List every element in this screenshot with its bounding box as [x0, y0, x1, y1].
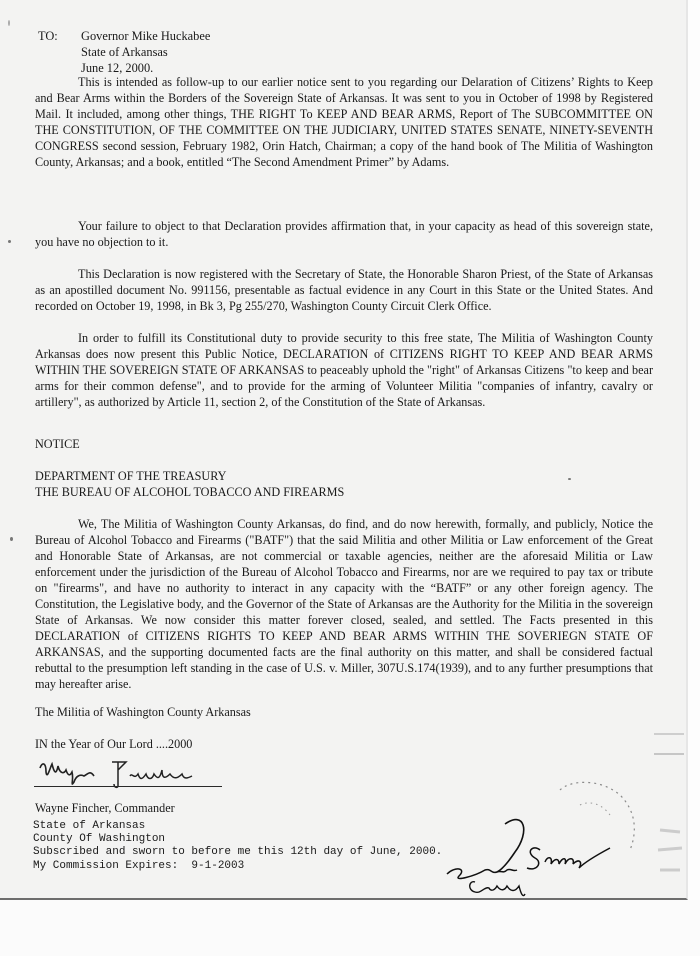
- scan-speck: [568, 478, 571, 480]
- recipient-name: Governor Mike Huckabee: [81, 29, 211, 43]
- closing-year: IN the Year of Our Lord ....2000: [35, 737, 193, 751]
- addressee-bureau: THE BUREAU OF ALCOHOL TOBACCO AND FIREARMS: [35, 485, 345, 499]
- blank-scan-margin: [0, 900, 700, 956]
- notary-block: [33, 820, 442, 873]
- commander-signature: [34, 758, 219, 794]
- recipient-state: State of Arkansas: [81, 44, 168, 59]
- signer-name-title: Wayne Fincher, Commander: [35, 801, 175, 815]
- svg-text:Shawn S. Combs: Shawn S. Combs: [445, 812, 452, 813]
- notice-heading: NOTICE: [35, 437, 80, 451]
- notary-county: County Of Washington: [33, 833, 166, 846]
- signature-line: [34, 786, 222, 787]
- paragraph-notice-batf: We, The Militia of Washington County Arkansas, do find, and do now herewith, formally, and publicly, Notice the Bureau of Alcohol Tobacco and Firearms ("BATF") that the said Militia and other Militia or Law enforcement of the Great and Honorable State of Arkansas, are not commercial or taxable agencies, neither are the aforesaid Militia or Law enforcement under the jurisdiction of the Bureau of Alcohol Tobacco and Firearms, nor are we required to pay tax or tribute on "firearms", and have no authority to interact in any capacity with the “BATF” or any other foreign agency. The Constitution, the Legislative body, and the Governor of the State of Arkansas are the Authority for the Militia in the sovereign State of Arkansas. We now consider this matter forever closed, sealed, and settled. The Facts presented in this DECLARATION of CITIZENS RIGHTS TO KEEP AND BEAR ARMS WITHIN THE SOVERIEGN STATE OF ARKANSAS, and the supporting documented facts are the final authority on this matter, and shall be considered factual rebuttal to the presumption left standing in the case of U.S. v. Miller, 307U.S.174(1939), and to any further presumptions that may hereafter arise.: [35, 517, 653, 691]
- scan-speck: [8, 20, 10, 26]
- addressee-department: DEPARTMENT OF THE TREASURY: [35, 469, 227, 483]
- to-label: TO:: [38, 29, 58, 43]
- closing-organization: The Militia of Washington County Arkansas: [35, 705, 251, 719]
- scan-edge-artifacts: [650, 710, 686, 890]
- paragraph-constitutional-duty: In order to fulfill its Constitutional duty to provide security to this free state, The Militia of Washington County Arkansas does now present this Public Notice, DECLARATION of CITIZENS RIGHT TO KEEP AND BEAR ARMS WITHIN THE SOVEREIGN STATE OF ARKANSAS to peaceably uphold the "right" of Arkansas Citizens "to keep and bear arms for their common defense", and to provide for the arming of Volunteer Militia "companies of infantry, cavalry or artillery", as authorized by Article 11, section 2, of the Constitution of the State of Arkansas.: [35, 331, 653, 409]
- svg-text:Wayne Fincher: Wayne Fincher: [34, 758, 41, 759]
- paragraph-follow-up: This is intended as follow-up to our earlier notice sent to you regarding our Delaration of Citizens’ Rights to Keep and Bear Arms within the Borders of the Sovereign State of Arkansas. It was sent to you in October of 1998 by Registered Mail. It included, among other things, THE RIGHT To KEEP AND BEAR ARMS, Report of The SUBCOMMITTEE ON THE CONSTITUTION, OF THE COMMITTEE ON THE JUDICIARY, UNITED STATES SENATE, NINETY-SEVENTH CONGRESS second session, February 1982, Orin Hatch, Chairman; a copy of the hand book of The Militia of Washington County, Arkansas; and a book, entitled “The Second Amendment Primer” by Adams.: [35, 75, 653, 169]
- scan-speck: [8, 240, 11, 243]
- notary-signature: [445, 812, 625, 902]
- paragraph-failure-to-object: Your failure to object to that Declaration provides affirmation that, in your capacity as head of this sovereign state, you have no objection to it.: [35, 219, 653, 249]
- notary-sworn-statement: Subscribed and sworn to before me this 12th day of June, 2000.: [33, 846, 443, 859]
- letter-date: June 12, 2000.: [81, 60, 154, 75]
- scan-speck: [10, 537, 13, 541]
- notary-commission-expiry: My Commission Expires: 9-1-2003: [33, 859, 245, 872]
- notary-state: State of Arkansas: [33, 820, 146, 832]
- paragraph-registration: This Declaration is now registered with the Secretary of State, the Honorable Sharon Priest, of the State of Arkansas as an apostilled document No. 991156, presentable as factual evidence in any Court in this State or the United States. And recorded on October 19, 1998, in Bk 3, Pg 255/270, Washington County Circuit Clerk Office.: [35, 267, 653, 313]
